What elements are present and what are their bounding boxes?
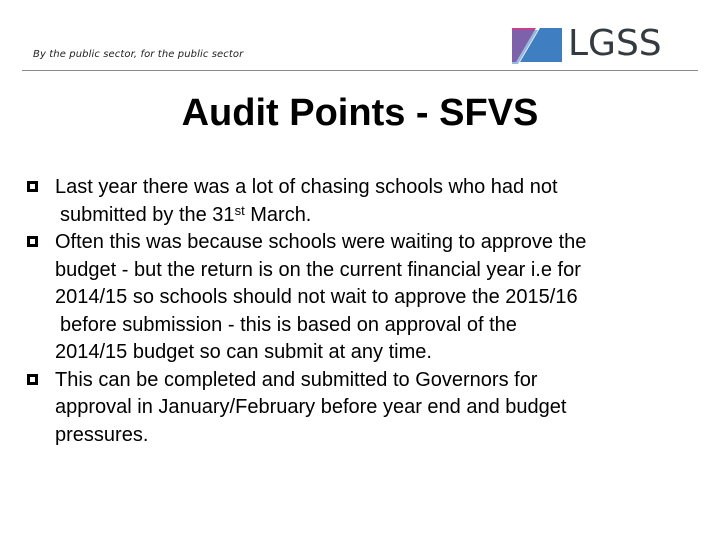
bullet-text: March.	[244, 203, 312, 226]
lgss-logo-text: LGSS	[568, 23, 662, 64]
page-title: Audit Points - SFVS	[181, 92, 539, 134]
square-bullet-icon	[27, 374, 38, 385]
bullet-line: 2014/15 so schools should not wait to approve the 2015/16	[55, 286, 578, 308]
tagline: By the public sector, for the public sector	[33, 49, 244, 60]
bullet-line: Often this was because schools were waiting to approve the	[55, 231, 587, 253]
bullet-line	[55, 202, 700, 230]
bullet-line: 2014/15 budget so can submit at any time.	[55, 341, 432, 363]
lgss-logo-mark-icon	[510, 24, 564, 68]
bullet-item	[20, 367, 700, 450]
lgss-logo	[510, 24, 680, 68]
bullet-line: Last year there was a lot of chasing schools who had not	[55, 176, 558, 198]
bullet-line: This can be completed and submitted to Governors for	[55, 368, 538, 391]
bullet-line: pressures.	[55, 423, 149, 446]
bullet-line: before submission - this is based on approval of the	[60, 313, 517, 336]
bullet-text: submitted by the 31	[60, 203, 235, 226]
bullet-item	[20, 229, 700, 367]
bullet-list	[20, 174, 700, 449]
ordinal-suffix: st	[234, 202, 245, 218]
header-divider	[22, 70, 698, 71]
square-bullet-icon	[27, 181, 38, 192]
bullet-line: approval in January/February before year end and budget	[55, 396, 567, 418]
bullet-item	[20, 174, 700, 229]
bullet-line: budget - but the return is on the current financial year i.e for	[55, 258, 581, 281]
square-bullet-icon	[27, 236, 38, 247]
